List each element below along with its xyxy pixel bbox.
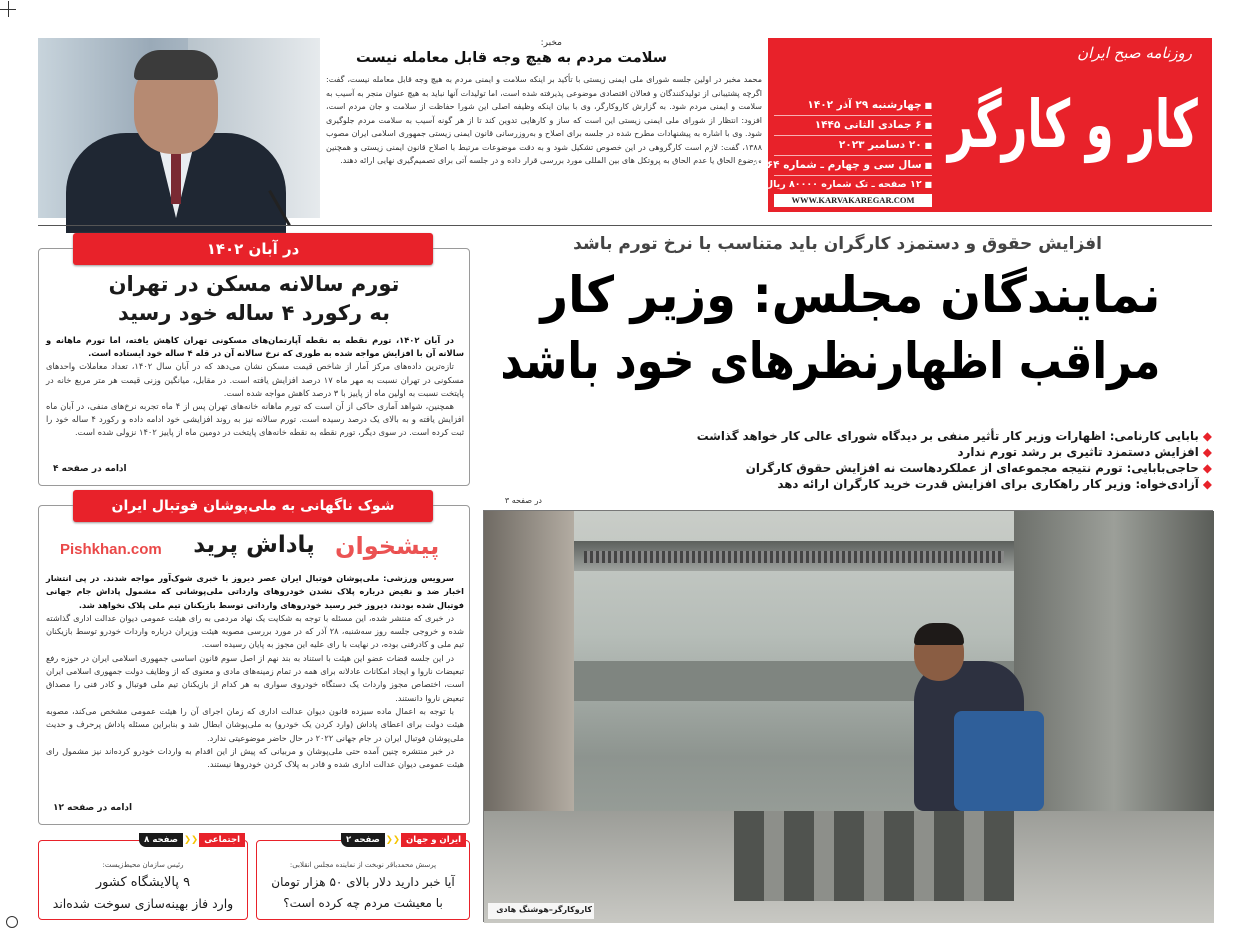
top-story-body: محمد مخبر در اولین جلسه شورای ملی ایمنی زیستی با تأکید بر اینکه سلامت و ایمنی مردم به هیچ وجه قابل معامله نیست، گفت: اگرچه پشتیبانی از تولیدکنندگان و فعالان اقتصادی موضوعی پذیرفته شده است، اما تولیدات آنها نباید به هیچ عنوان منجر به آسیب به سلامت و ایمنی مردم شود. به گزارش کاروکارگر، وی با بیان اینکه وظیفه اصلی این شورا حفاظت از سلامت و جان مردم است، افزود: انتظار از شورای ملی ایمنی زیستی این است که ساز و کارهایی تدوین کند تا از هر گونه آسیب به سلامت مردم جلوگیری شود. وی با اشاره به پیشنهادات مطرح شده در جلسه برای اصلاح و به‌روزرسانی قانون ایمنی زیستی جمهوری اسلامی ایران مصوب ۱۳۸۸، گفت: لازم است کارگروهی در این خصوص تشکیل شود و به دقت موضوعات مرتبط با اصلاح قانون ایمنی زیستی و همچنین موضوع الحاق یا عدم الحاق به پروتکل های بین المللی مورد بررسی قرار داده و در جلسه آتی برای تصمیم‌گیری نهایی ارائه دهند. xyxy=(326,75,762,165)
bullet-item: ◆ حاجی‌بابایی: تورم نتیجه مجموعه‌ای از عملکردهاست نه افزایش حقوق کارگران xyxy=(745,461,1212,475)
masthead-motto: روزنامه صبح ایران xyxy=(1077,44,1192,62)
teaser-title: با معیشت مردم چه کرده است؟ xyxy=(283,896,443,910)
issue-number: ■ سال سی و چهارم ـ شماره ۹۳۶۴ xyxy=(774,156,932,176)
watermark-latin: Pishkhan.com xyxy=(60,541,162,558)
registration-mark xyxy=(6,916,18,928)
teaser-section: اجتماعی xyxy=(199,833,245,847)
main-headline-line: نمایندگان مجلس: وزیر کار xyxy=(540,266,1160,324)
housing-continued[interactable]: ادامه در صفحه ۴ xyxy=(50,464,130,474)
housing-title[interactable]: به رکورد ۴ ساله خود رسید xyxy=(117,301,391,325)
website-url[interactable]: WWW.KARVAKAREGAR.COM xyxy=(774,194,932,207)
portrait-photo xyxy=(38,38,320,218)
masthead xyxy=(753,38,1212,212)
watermark-script: پیشخوان xyxy=(335,532,440,560)
top-story-title[interactable]: سلامت مردم به هیچ وجه قابل معامله نیست xyxy=(355,50,667,66)
teaser-page: صفحه ۸ xyxy=(139,833,183,847)
main-headline-line: مراقب اظهارنظرهای خود باشد xyxy=(499,332,1160,390)
bullet-item: ◆ بابایی کارنامی: اظهارات وزیر کار تأثیر منفی بر دیدگاه شورای عالی کار خواهد گذاشت xyxy=(696,429,1212,443)
continued-label[interactable]: در صفحه ۳ xyxy=(504,496,542,505)
issue-date-gregorian: ■ ۲۰ دسامبر ۲۰۲۳ xyxy=(774,136,932,156)
photo-caption: کاروکارگر–هوشنگ هادی xyxy=(496,905,592,914)
newspaper-logo: کار و کارگر xyxy=(947,86,1198,163)
issue-date-persian: ■ چهارشنبه ۲۹ آذر ۱۴۰۲ xyxy=(774,96,932,116)
teaser-section: ایران و جهان xyxy=(401,833,466,847)
football-tab: شوک ناگهانی به ملی‌پوشان فوتبال ایران xyxy=(73,490,433,522)
crop-mark xyxy=(8,1,9,17)
main-photo xyxy=(483,510,1213,922)
housing-title[interactable]: تورم سالانه مسکن در تهران xyxy=(108,272,400,296)
football-title[interactable]: پاداش پرید xyxy=(193,532,315,558)
chevrons-icon: ❮❮ xyxy=(385,835,401,845)
main-headline[interactable] xyxy=(500,262,1160,394)
issue-price: ■ ۱۲ صفحه ـ تک شماره ۸۰۰۰۰ ریال xyxy=(774,176,932,194)
teaser-title: ۹ پالایشگاه کشور xyxy=(95,875,191,890)
housing-body: در آبان ۱۴۰۲، تورم نقطه به نقطه آپارتمان‌های مسکونی تهران کاهش یافته، اما تورم ماهانه و سالانه آن با افزایش مواجه شده به طوری که نرخ سالانه آن در قله ۴ ساله خود ایستاده است. تازه‌ترین داده‌های مرکز آمار از شاخص قیمت مسکن نشان می‌دهد که در آبان سال ۱۴۰۲، تعداد معاملات واحدهای مسکونی در تهران نسبت به مهر ماه ۱۷ درصد افزایش یافته است. در مقابل، میانگین وزنی قیمت هر متر مربع خانه در پایتخت نسبت به اولین ماه از پاییز با ۳ درصد کاهش مواجه شده است. همچنین، شواهد آماری حاکی از آن است که تورم ماهانه خانه‌های تهران پس از ۴ ماه تجربه نرخ‌های منفی، در آبان ماه افزایش یافته و به بالای یک درصد رسیده است. تورم سالانه نیز به روند افزایشی خود ادامه داده و رکورد ۴ ساله خود را ثبت کرده است. در سوی دیگر، تورم نقطه به نقطه خانه‌های پایتخت در دومین ماه از پاییز ۱۴۰۲ نزولی شده است. xyxy=(46,335,464,438)
football-body: سرویس ورزشی: ملی‌پوشان فوتبال ایران عصر دیروز با خبری شوک‌آور مواجه شدند. در پی انتشار اخبار ضد و نقیض درباره پلاک نشدن خودروهای وارداتی ملی‌پوشانی که مشمول پاداش جام جهانی فوتبال شده بودند، دیروز خبر رسید خودروهای وارداتی توسط بازیکنان تیم ملی پلاک نخواهد شد. در خبری که منتشر شده، این مسئله با توجه به شکایت یک نهاد مردمی به رای هیئت عمومی دیوان عدالت اداری گذاشته شده و خروجی جلسه روز سه‌شنبه، ۲۸ آذر که در مورد بررسی مصوبه هیئت وزیران درباره واردات خودرو توسط بازیکنان تیم ملی و کادرفنی بوده، در نهایت با رای علیه این مجوز به پایان رسیده است. در این جلسه قضات عضو این هیئت با استناد به بند نهم از اصل سوم قانون اساسی جمهوری اسلامی ایران در حوزه رفع تبعیضات ناروا و ایجاد امکانات عادلانه برای همه در تمام زمینه‌های مادی و معنوی که از وظایف دولت جمهوری اسلامی ایران است، اختصاص مجوز واردات یک دستگاه خودروی سواری به هر کدام از بازیکنان تیم ملی فوتبال و کادر فنی را مصداق تبعیض ناروا دانستند. با توجه به اعمال ماده سیزده قانون دیوان عدالت اداری که زمان اجرای آن را هیئت عمومی مشخص می‌کند، مصوبه هیئت دولت برای اعطای پاداش (وارد کردن یک خودرو) به ملی‌پوشان ابطال شد و بنابراین مسئله پاداش پرحرف و حدیث ملی‌پوشان فوتبال ایران در جام جهانی ۲۰۲۲ در حال حاضر موضوعیتی ندارد. در خبر منتشره چنین آمده حتی ملی‌پوشان و مربیانی که پیش از این اقدام به واردات خودرو کرده‌اند نیز مشمول رای هیئت عمومی دیوان عدالت اداری شده و قادر به پلاک کردن خودروها نیستند. xyxy=(46,573,464,770)
main-story-kicker: افزایش حقوق و دستمزد کارگران باید متناسب با نرخ تورم باشد xyxy=(573,234,1102,254)
teaser-page: صفحه ۲ xyxy=(341,833,385,847)
issue-info xyxy=(753,96,932,194)
issue-date-hijri: ■ ۶ جمادی الثانی ۱۴۴۵ xyxy=(774,116,932,136)
teaser-title: وارد فاز بهینه‌سازی سوخت شده‌اند xyxy=(52,896,234,911)
top-story-kicker: مخبر: xyxy=(540,38,562,48)
chevrons-icon: ❮❮ xyxy=(183,835,199,845)
teaser-kicker: رئیس سازمان محیط‌زیست: xyxy=(102,861,184,869)
bullet-item: ◆ آزادی‌خواه: وزیر کار راهکاری برای افزایش قدرت خرید کارگران ارائه دهد xyxy=(777,477,1212,491)
bullet-item: ◆ افزایش دستمزد تاثیری بر رشد تورم ندارد xyxy=(957,445,1212,459)
teaser-title: آیا خبر دارید دلار بالای ۵۰ هزار تومان xyxy=(271,875,455,889)
housing-tab: در آبان ۱۴۰۲ xyxy=(73,233,433,265)
football-continued[interactable]: ادامه در صفحه ۱۲ xyxy=(50,803,135,813)
main-story-bullets xyxy=(600,428,1212,492)
divider xyxy=(38,225,1212,226)
teaser-kicker: پرسش محمدباقر نوبخت از نماینده مجلس انقلابی: xyxy=(289,861,437,869)
